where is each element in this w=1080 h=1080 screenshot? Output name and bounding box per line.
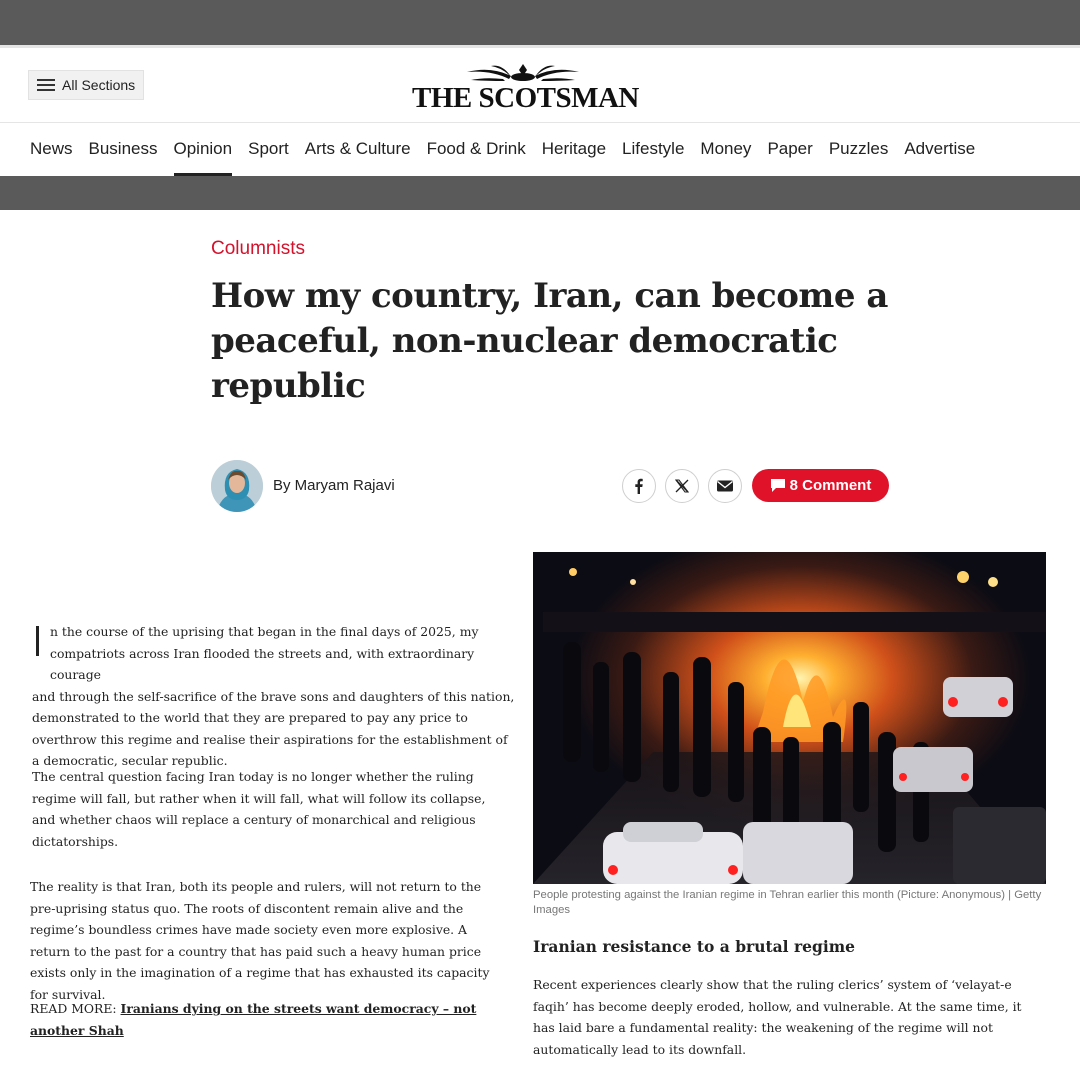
logo-wordmark: THE SCOTSMAN xyxy=(412,82,639,114)
top-utility-bar xyxy=(0,0,1080,45)
article-paragraph-2: The central question facing Iran today is no longer whether the ruling regime will fall, but rather when it will fall, what will follow its collapse, and whether chaos will replace a century of monarchical and religious dictatorships. xyxy=(32,769,486,849)
nav-item-opinion[interactable]: Opinion xyxy=(174,126,233,176)
x-icon xyxy=(674,478,690,494)
read-more xyxy=(30,998,520,1041)
read-more-link[interactable]: Iranians dying on the streets want democracy – not another Shah xyxy=(30,1001,477,1038)
nav-item-heritage[interactable]: Heritage xyxy=(541,139,607,158)
paragraph-1-rest: and through the self-sacrifice of the brave sons and daughters of this nation, demonstrated to the world that they are prepared to pay any price to overthrow this regime and realise their aspirations for the establishment of a democratic, secular republic. xyxy=(32,688,515,768)
nav-item-lifestyle[interactable]: Lifestyle xyxy=(622,139,685,158)
nav-item-sport[interactable]: Sport xyxy=(248,139,289,158)
article-headline: How my country, Iran, can become a peaceful, non-nuclear democratic republic xyxy=(211,276,888,406)
nav-item-business[interactable]: Business xyxy=(88,139,158,158)
nav-item-arts-culture[interactable]: Arts & Culture xyxy=(304,139,411,158)
main-nav xyxy=(30,126,991,176)
image-caption: People protesting against the Iranian regime in Tehran earlier this month (Picture: Anonymous) | Getty Images xyxy=(533,889,1042,916)
nav-divider xyxy=(0,122,1080,123)
all-sections-button[interactable] xyxy=(28,70,144,100)
top-divider xyxy=(0,45,1080,48)
author-avatar[interactable] xyxy=(211,460,263,512)
ad-band xyxy=(0,176,1080,210)
author-byline[interactable]: By Maryam Rajavi xyxy=(273,477,395,494)
all-sections-label: All Sections xyxy=(62,77,136,93)
share-x-button[interactable] xyxy=(665,469,699,503)
nav-item-puzzles[interactable]: Puzzles xyxy=(828,139,889,158)
envelope-icon xyxy=(716,479,734,493)
drop-cap-letter xyxy=(36,626,39,656)
article-hero-image[interactable] xyxy=(533,552,1046,884)
share-facebook-button[interactable] xyxy=(622,469,656,503)
site-logo[interactable] xyxy=(412,62,639,114)
paragraph-1-line-1: n the course of the uprising that began in the final days of 2025, my xyxy=(50,624,479,639)
facebook-icon xyxy=(631,478,647,494)
comments-count-label: 8 Comment xyxy=(789,477,872,494)
thistle-emblem-icon xyxy=(461,62,585,82)
comments-button[interactable] xyxy=(752,469,889,502)
hamburger-icon xyxy=(37,79,55,91)
article-paragraph-4: Recent experiences clearly show that the ruling clerics’ system of ‘velayat-e faqih’ has become deeply eroded, hollow, and vulnerable. At the same time, it has laid bare a fundamental reality: the weakening of the regime will not automatically lead to its downfall. xyxy=(533,977,1022,1057)
author-portrait-icon xyxy=(211,460,263,512)
read-more-prefix: READ MORE: xyxy=(30,1001,121,1016)
article-paragraph-1 xyxy=(32,621,515,772)
article-paragraph-3: The reality is that Iran, both its people and rulers, will not return to the pre-uprising status quo. The roots of discontent remain alive and the regime’s boundless crimes have made society even more explosive. A return to the past for a country that has paid such a heavy human price exists only in the imagination of a regime that has exhausted its capacity for survival. xyxy=(30,879,490,1002)
nav-item-money[interactable]: Money xyxy=(700,139,752,158)
speech-bubble-icon xyxy=(770,478,786,493)
protest-photo xyxy=(533,552,1046,884)
section-kicker[interactable]: Columnists xyxy=(211,238,305,259)
paragraph-1-line-2: compatriots across Iran flooded the streets and, with extraordinary courage xyxy=(50,645,475,682)
nav-item-news[interactable]: News xyxy=(30,139,73,158)
nav-item-food-drink[interactable]: Food & Drink xyxy=(426,139,526,158)
article-subheading: Iranian resistance to a brutal regime xyxy=(533,937,855,956)
nav-item-advertise[interactable]: Advertise xyxy=(904,139,976,158)
share-email-button[interactable] xyxy=(708,469,742,503)
nav-item-paper[interactable]: Paper xyxy=(767,139,813,158)
